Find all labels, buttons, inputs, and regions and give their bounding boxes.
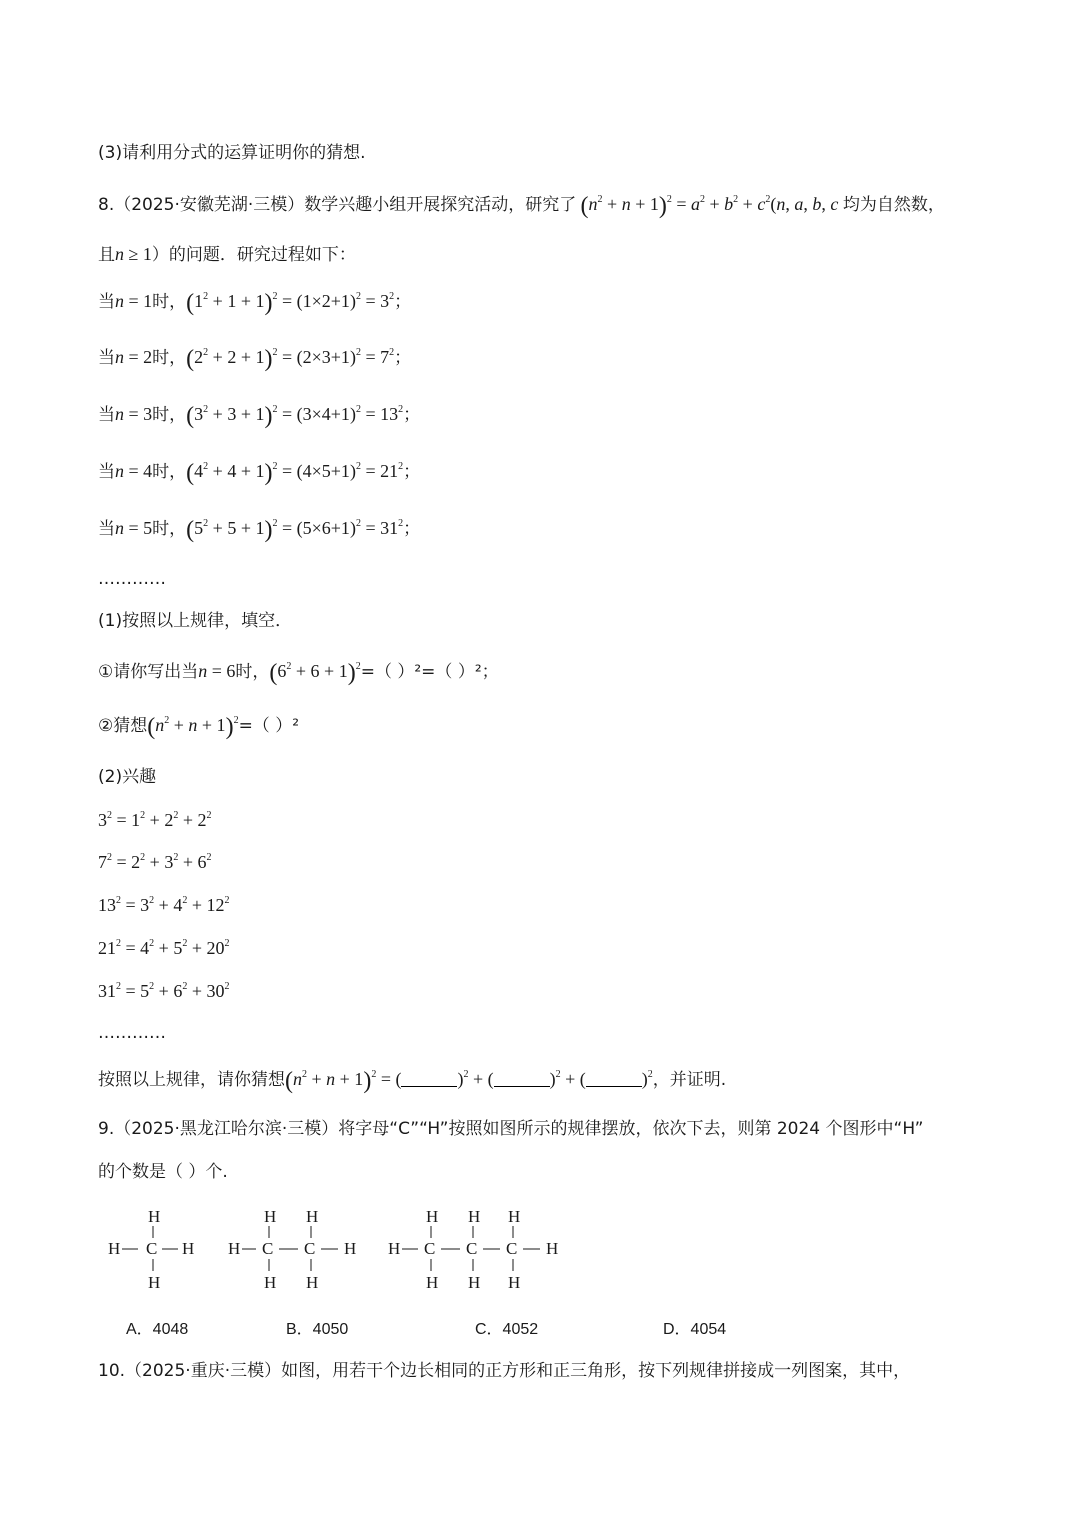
- q8-main-formula: $(n^2 + n + 1)^2 = a^2 + b^2 + c^2(n$, a, b, c: [580, 193, 839, 219]
- svg-text:C: C: [146, 1239, 158, 1258]
- q8-part1-b: ②猜想$(n^2 + n + 1)^2=$（ ）²: [98, 714, 300, 740]
- q8-part2: (2)兴趣: [98, 767, 157, 787]
- q7-part3: (3)请利用分式的运算证明你的猜想.: [98, 143, 366, 163]
- svg-text:H: H: [182, 1239, 195, 1258]
- answer-blank-3[interactable]: [586, 1068, 642, 1087]
- svg-text:H: H: [264, 1273, 277, 1292]
- molecule-3: [388, 1207, 558, 1292]
- q8-identity-row: $3^2 = 1^2 + 2^2 + 2^2$: [98, 810, 212, 830]
- q9-molecule-figure: [104, 1204, 574, 1304]
- choice-d[interactable]: D．4054: [663, 1321, 727, 1338]
- svg-text:H: H: [426, 1273, 439, 1292]
- svg-text:C: C: [424, 1239, 436, 1258]
- q8-case-row: 当n = 5时，$(5^2 + 5 + 1)^2 = (5\times 6+1)^2 = 31^2$；: [98, 517, 421, 543]
- svg-text:H: H: [388, 1239, 401, 1258]
- svg-text:H: H: [306, 1273, 319, 1292]
- svg-text:H: H: [508, 1207, 521, 1226]
- choice-b[interactable]: B．4050: [286, 1321, 349, 1338]
- q8-identity-row: $13^2 = 3^2 + 4^2 + 12^2$: [98, 895, 230, 915]
- answer-blank-1[interactable]: [401, 1068, 457, 1087]
- q10-line1: 10.（2025·重庆·三模）如图，用若干个边长相同的正方形和正三角形，按下列规律拼接成一列图案，其中，: [98, 1361, 911, 1381]
- svg-text:H: H: [108, 1239, 121, 1258]
- svg-text:C: C: [262, 1239, 274, 1258]
- svg-text:C: C: [466, 1239, 478, 1258]
- svg-text:H: H: [228, 1239, 241, 1258]
- svg-text:C: C: [304, 1239, 316, 1258]
- q8-dots-2: …………: [98, 1023, 166, 1043]
- q8-case-row: 当n = 4时，$(4^2 + 4 + 1)^2 = (4\times 5+1)^2 = 21^2$；: [98, 460, 421, 486]
- molecule-2: [228, 1207, 356, 1292]
- q8-part1-a: ①请你写出当n = 6时，$(6^2 + 6 + 1)^2=$（ ）²=（ ）²；: [98, 660, 499, 686]
- svg-text:H: H: [306, 1207, 319, 1226]
- q8-dots-1: …………: [98, 569, 166, 589]
- q8-case-row: 当n = 3时，$(3^2 + 3 + 1)^2 = (3\times 4+1)^2 = 13^2$；: [98, 403, 421, 429]
- svg-text:H: H: [264, 1207, 277, 1226]
- q8-part1: (1)按照以上规律，填空．: [98, 611, 293, 631]
- q9-line1: 9.（2025·黑龙江哈尔滨·三模）将字母“C”“H”按照如图所示的规律摆放，依次下去，则第 2024 个图形中“H”: [98, 1119, 924, 1139]
- svg-text:H: H: [546, 1239, 559, 1258]
- q8-guess: 按照以上规律，请你猜想$(n^2 + n + 1)^2$ = ( )$^2$ + ( )$^2$ + ( )$^2$，并证明.: [98, 1068, 727, 1094]
- svg-text:H: H: [426, 1207, 439, 1226]
- svg-text:H: H: [508, 1273, 521, 1292]
- svg-text:C: C: [506, 1239, 518, 1258]
- q8-intro-line1: 8.（2025·安徽芜湖·三模）数学兴趣小组开展探究活动，研究了 $(n^2 + n + 1)^2 = a^2 + b^2 + c^2(n$, a, b, c 均为自然数，: [98, 193, 945, 219]
- answer-blank-2[interactable]: [494, 1068, 550, 1087]
- svg-text:H: H: [148, 1207, 161, 1226]
- q9-line2: 的个数是（ ）个.: [98, 1162, 228, 1182]
- q8-identity-row: $21^2 = 4^2 + 5^2 + 20^2$: [98, 938, 230, 958]
- q8-intro-line2: 且n ≥ 1）的问题．研究过程如下：: [98, 244, 356, 265]
- q8-case-row: 当n = 2时，$(2^2 + 2 + 1)^2 = (2\times 3+1)^2 = 7^2$；: [98, 346, 412, 372]
- choice-c[interactable]: C．4052: [475, 1321, 539, 1338]
- svg-text:H: H: [468, 1207, 481, 1226]
- q8-identity-row: $7^2 = 2^2 + 3^2 + 6^2$: [98, 852, 212, 872]
- svg-text:H: H: [148, 1273, 161, 1292]
- molecule-1: [108, 1207, 194, 1292]
- q8-case-row: 当n = 1时，$(1^2 + 1 + 1)^2 = (1\times 2+1)^2 = 3^2$；: [98, 290, 412, 316]
- svg-text:H: H: [344, 1239, 357, 1258]
- choice-a[interactable]: A．4048: [126, 1321, 189, 1338]
- svg-text:H: H: [468, 1273, 481, 1292]
- q8-identity-row: $31^2 = 5^2 + 6^2 + 30^2$: [98, 981, 230, 1001]
